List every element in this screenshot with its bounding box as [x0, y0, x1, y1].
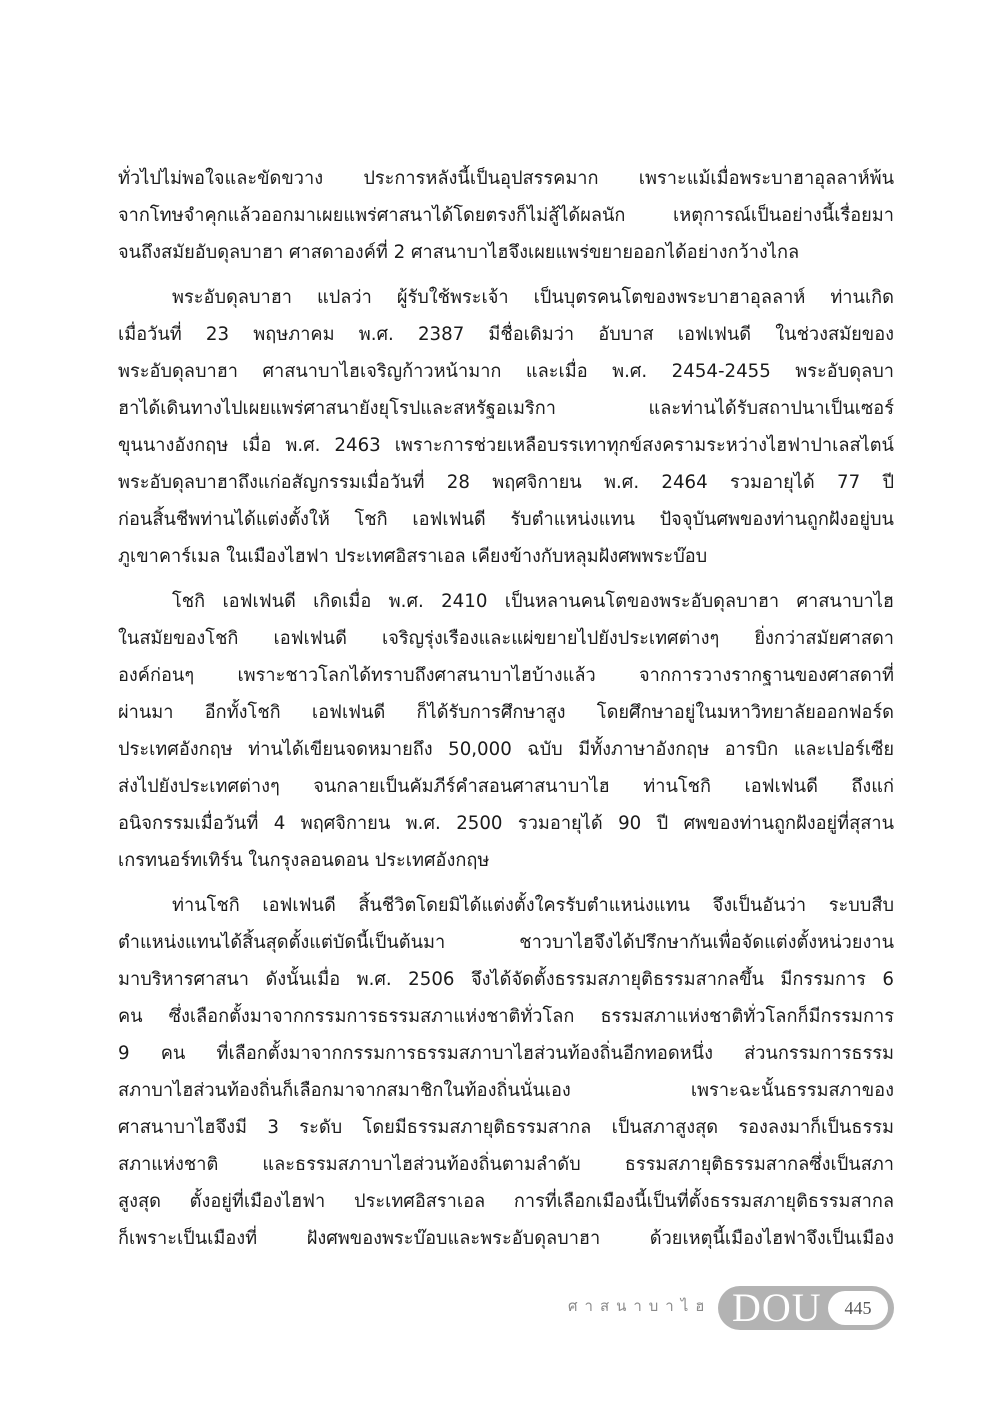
text-line: ภูเขาคาร์เมล ในเมืองไฮฟา ประเทศอิสราเอล เคียงข้างกับหลุมฝังศพพระบ๊อบ [118, 546, 708, 567]
text-line: ตำแหน่งแทนได้สิ้นสุดตั้งแต่บัดนี้เป็นต้นมา ชาวบาไฮจึงได้ปรึกษากันเพื่อจัดแต่งตั้งหน่วยงาน [118, 932, 894, 953]
paragraph-3 [118, 583, 894, 879]
text-line: พระอับดุลบาฮาถึงแก่อสัญกรรมเมื่อวันที่ 28 พฤศจิกายน พ.ศ. 2464 รวมอายุได้ 77 ปี [118, 472, 894, 493]
text-line: สภาบาไฮส่วนท้องถิ่นก็เลือกมาจากสมาชิกในท้องถิ่นนั่นเอง เพราะฉะนั้นธรรมสภาของ [118, 1080, 894, 1101]
page-footer [560, 1284, 900, 1332]
paragraph-1 [118, 160, 894, 271]
text-line: เกรทนอร์ทเทิร์น ในกรุงลอนดอน ประเทศอังกฤษ [118, 850, 490, 871]
text-line: ขุนนางอังกฤษ เมื่อ พ.ศ. 2463 เพราะการช่วยเหลือบรรเทาทุกข์สงครามระหว่างไฮฟาปาเลสไตน์ [118, 435, 894, 456]
text-line: ประเทศอังกฤษ ท่านได้เขียนจดหมายถึง 50,000 ฉบับ มีทั้งภาษาอังกฤษ อารบิก และเปอร์เซีย [118, 739, 894, 760]
text-line: ทั่วไปไม่พอใจและขัดขวาง ประการหลังนี้เป็นอุปสรรคมาก เพราะแม้เมื่อพระบาฮาอุลลาห์พ้น [118, 168, 894, 189]
text-line: อนิจกรรมเมื่อวันที่ 4 พฤศจิกายน พ.ศ. 2500 รวมอายุได้ 90 ปี ศพของท่านถูกฝังอยู่ที่สุสาน [118, 813, 894, 834]
page-number: 445 [828, 1291, 888, 1325]
text-line: พระอับดุลบาฮา แปลว่า ผู้รับใช้พระเจ้า เป็นบุตรคนโตของพระบาฮาอุลลาห์ ท่านเกิด [172, 287, 894, 308]
text-line: สูงสุด ตั้งอยู่ที่เมืองไฮฟา ประเทศอิสราเอล การที่เลือกเมืองนี้เป็นที่ตั้งธรรมสภายุติธรรมสากล [118, 1191, 894, 1212]
text-line: สภาแห่งชาติ และธรรมสภาบาไฮส่วนท้องถิ่นตามลำดับ ธรรมสภายุติธรรมสากลซึ่งเป็นสภา [118, 1154, 894, 1175]
publisher-badge [718, 1286, 894, 1330]
text-line: ในสมัยของโชกิ เอฟเฟนดี เจริญรุ่งเรืองและแผ่ขยายไปยังประเทศต่างๆ ยิ่งกว่าสมัยศาสดา [118, 628, 894, 649]
text-line: 9 คน ที่เลือกตั้งมาจากกรรมการธรรมสภาบาไฮส่วนท้องถิ่นอีกทอดหนึ่ง ส่วนกรรมการธรรม [118, 1043, 894, 1064]
text-line: ก่อนสิ้นชีพท่านได้แต่งตั้งให้ โชกิ เอฟเฟนดี รับตำแหน่งแทน ปัจจุบันศพของท่านถูกฝังอยู่บน [118, 509, 894, 530]
text-line: ก็เพราะเป็นเมืองที่ ฝังศพของพระบ๊อบและพระอับดุลบาฮา ด้วยเหตุนี้เมืองไฮฟาจึงเป็นเมือง [118, 1228, 894, 1249]
text-line: จนถึงสมัยอับดุลบาฮา ศาสดาองค์ที่ 2 ศาสนาบาไฮจึงเผยแพร่ขยายออกได้อย่างกว้างไกล [118, 242, 800, 263]
paragraph-4 [118, 887, 894, 1257]
text-line: ผ่านมา อีกทั้งโชกิ เอฟเฟนดี ก็ได้รับการศึกษาสูง โดยศึกษาอยู่ในมหาวิทยาลัยออกฟอร์ด [118, 702, 894, 723]
footer-subject: ศาสนาบาไฮ [568, 1297, 712, 1315]
text-line: จากโทษจำคุกแล้วออกมาเผยแพร่ศาสนาได้โดยตรงก็ไม่สู้ได้ผลนัก เหตุการณ์เป็นอย่างนี้เรื่อยมา [118, 205, 894, 226]
text-line: ศาสนาบาไฮจึงมี 3 ระดับ โดยมีธรรมสภายุติธรรมสากล เป็นสภาสูงสุด รองลงมาก็เป็นธรรม [118, 1117, 894, 1138]
text-line: องค์ก่อนๆ เพราะชาวโลกได้ทราบถึงศาสนาบาไฮบ้างแล้ว จากการวางรากฐานของศาสดาที่ [118, 665, 894, 686]
text-line: ท่านโชกิ เอฟเฟนดี สิ้นชีวิตโดยมิได้แต่งตั้งใครรับตำแหน่งแทน จึงเป็นอันว่า ระบบสืบ [172, 895, 894, 916]
text-line: คน ซึ่งเลือกตั้งมาจากกรรมการธรรมสภาแห่งชาติทั่วโลก ธรรมสภาแห่งชาติทั่วโลกก็มีกรรมการ [118, 1006, 894, 1027]
text-line: ส่งไปยังประเทศต่างๆ จนกลายเป็นคัมภีร์คำสอนศาสนาบาไฮ ท่านโชกิ เอฟเฟนดี ถึงแก่ [118, 776, 894, 797]
paragraph-2 [118, 279, 894, 575]
page-body [118, 160, 894, 1265]
text-line: โชกิ เอฟเฟนดี เกิดเมื่อ พ.ศ. 2410 เป็นหลานคนโตของพระอับดุลบาฮา ศาสนาบาไฮ [172, 591, 894, 612]
text-line: ฮาได้เดินทางไปเผยแพร่ศาสนายังยุโรปและสหรัฐอเมริกา และท่านได้รับสถาปนาเป็นเซอร์ [118, 398, 894, 419]
publisher-logo: DOU [732, 1285, 822, 1330]
text-line: เมื่อวันที่ 23 พฤษภาคม พ.ศ. 2387 มีชื่อเดิมว่า อับบาส เอฟเฟนดี ในช่วงสมัยของ [118, 324, 894, 345]
text-line: มาบริหารศาสนา ดังนั้นเมื่อ พ.ศ. 2506 จึงได้จัดตั้งธรรมสภายุติธรรมสากลขึ้น มีกรรมการ 6 [118, 969, 894, 990]
text-line: พระอับดุลบาฮา ศาสนาบาไฮเจริญก้าวหน้ามาก และเมื่อ พ.ศ. 2454-2455 พระอับดุลบา [118, 361, 894, 382]
